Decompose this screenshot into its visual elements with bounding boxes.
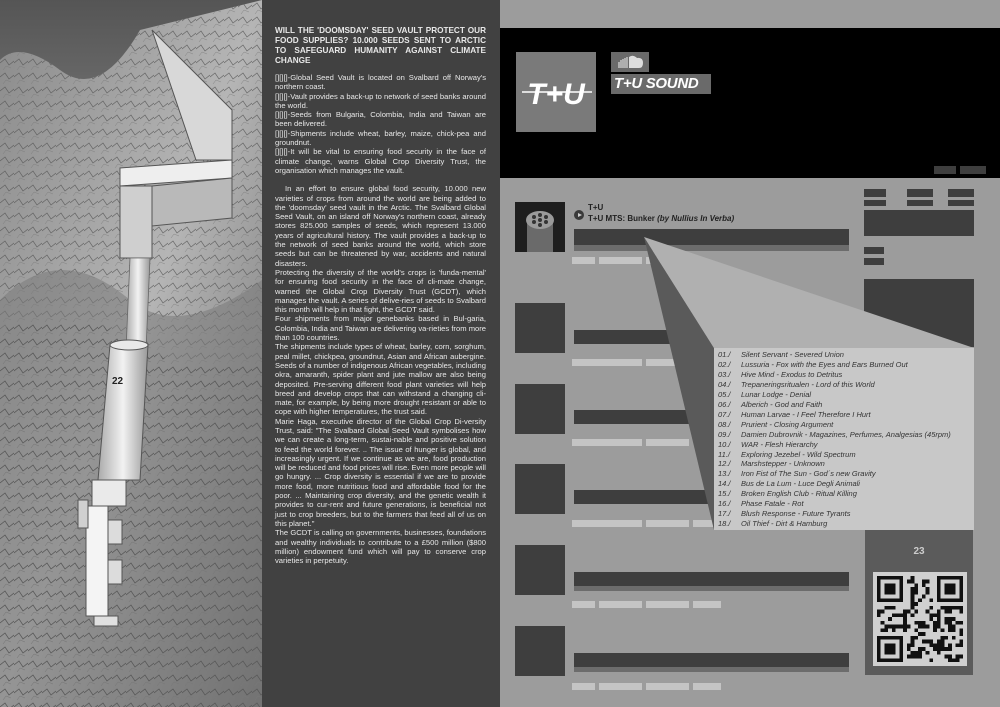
track-item[interactable]: 09./ Damien Dubrovnik - Magazines, Perfumes, Analgesias (45rpm): [718, 429, 951, 439]
track-item[interactable]: 15./ Broken English Club - Ritual Killing: [718, 489, 857, 499]
track-item[interactable]: 17./ Blush Response - Future Tyrants: [718, 509, 851, 519]
player-artist[interactable]: T+U: [588, 203, 604, 212]
article-paragraph: Marie Haga, executive director of the Global Crop Di-versity Trust, said: "The Svalbard Global Seed Vault symbolises how we can create a long-term, sustai-nable and positive solution to feed the world forever. .. The issue of hunger is global, and increasingly urgent. If we continue as we are, food production will be reduced and food prices will rise. Even more people will go hungry. ... Crop diversity is essential if we are to provide more food, more nutritious food and affordable food for the poor. ... Maintaining crop diversity, and the genetic wealth it provides to cur-rent and future generations, is beneficial not just to crop breeders, but to the farmers that feed all of us on this planet.": [275, 416, 486, 528]
track-item[interactable]: 16./ Phase Fatale - Rot: [718, 499, 804, 509]
track-item[interactable]: 10./ WAR - Flesh Hierarchy: [718, 439, 818, 449]
qr-code[interactable]: [873, 572, 967, 666]
bullet-list: [275, 73, 486, 175]
track-item[interactable]: 03./ Hive Mind - Exodus to Detritus: [718, 369, 843, 379]
vault-drawing: [0, 0, 262, 707]
page-number-right: 23: [913, 546, 925, 557]
track-item[interactable]: 02./ Lussuria - Fox with the Eyes and Ears Burned Out: [718, 359, 908, 369]
page-number-left: 22: [112, 376, 124, 387]
article-paragraph: The shipments include types of wheat, barley, corn, sorghum, peal millet, chickpea, groundnut, Asian and African aubergine. Seeds of a number of indigenous African vegetables, including okra, amaranth, spider plant and jute mallow are also being deposited. Pre-serving different food plant varieties will help breed and develop crops that can withstand a changing cli-mate, for example, by being more drought resistant or able to cope with higher temperatures, the trust said.: [275, 342, 486, 417]
track-item[interactable]: 04./ Trepaneringsritualen - Lord of this World: [718, 379, 875, 389]
track-item[interactable]: 13./ Iron Fist of The Sun - God´s new Gravity: [718, 469, 876, 479]
track-item[interactable]: 11./ Exploring Jezebel - Wild Spectrum: [718, 449, 856, 459]
bullet-item: [][][]-It will be vital to ensuring food security in the face of climate change, warns Global Crop Diversity Trust, the organisation which manages the vault.: [275, 147, 486, 175]
track-item[interactable]: 18./ Oil Thief - Dirt & Hamburg: [718, 519, 828, 529]
seed-vault-illustration: [0, 0, 262, 707]
track-item[interactable]: 01./ Silent Servant - Severed Union: [718, 350, 844, 359]
bullet-item: [][][]-Shipments include wheat, barley, maize, chick-pea and groundnut.: [275, 128, 486, 148]
article-paragraph: Four shipments from major genebanks based in Bul-garia, Colombia, India and Taiwan are delivering va-rieties from more than 100 countries.: [275, 314, 486, 343]
player-title-main: T+U MTS: Bunker: [588, 214, 658, 223]
tracklist: [714, 348, 974, 530]
track-item[interactable]: 07./ Human Larvae - I Feel Therefore I Hurt: [718, 409, 871, 419]
track-item[interactable]: 06./ Alberich - God and Faith: [718, 399, 823, 409]
article-headline: WILL THE 'DOOMSDAY' SEED VAULT PROTECT OUR FOOD SUPPLIES? 10.000 SEEDS SENT TO ARCTIC TO SAFEGUARD HUMANITY AGAINST CLIMATE CHANGE: [275, 26, 486, 65]
article-paragraph: In an effort to ensure global food security, 10.000 new varieties of crops from around the world are being added to the 'doomsday' seed vault in the Arctic. The Svalbard Global Seed Vault, on an island off Norway's northern coast, already stores 825.000 samples of seeds, which represent 13.000 years of agricultural history. The vault provides a back-up to the network of seed banks around the world, which store seeds but can be threatened by war, accidents and natural disasters.: [275, 184, 486, 268]
page-number-panel: [865, 530, 973, 675]
track-item[interactable]: 05./ Lunar Lodge - Denial: [718, 389, 812, 399]
bullet-item: [][][]-Global Seed Vault is located on Svalbard off Norway's northern coast.: [275, 73, 486, 92]
article-paragraph: Protecting the diversity of the world's crops is 'funda-mental' for ensuring food security in the face of cli-mate change, warned the Global Crop Diversity Trust (GCDT), which manages the vault. A series of delive-ries of seeds to Svalbard this month will help in that fight, the GCDT said.: [275, 267, 486, 315]
track-item[interactable]: 08./ Prurient - Closing Argument: [718, 419, 834, 429]
tu-sound-label[interactable]: T+U SOUND: [611, 74, 711, 94]
bullet-item: [][][]-Vault provides a back-up to network of seed banks around the world.: [275, 91, 486, 110]
player-title-credit: (by Nullius In Verba): [657, 214, 735, 223]
article-paragraph: The GCDT is calling on governments, businesses, foundations and wealthy individuals to contribute to a £500 million ($800 million) endowment fund which will pay to conserve crop varieties in perpetuity.: [275, 528, 486, 566]
article-column: [262, 0, 500, 707]
soundcloud-page: [500, 0, 1000, 707]
track-item[interactable]: 14./ Bus de La Lum - Luce Degli Animali: [718, 479, 860, 489]
bullet-item: [][][]-Seeds from Bulgaria, Colombia, India and Taiwan are been delivered.: [275, 110, 486, 129]
logo-text: T+U: [527, 78, 585, 111]
track-item[interactable]: 12./ Marshstepper - Unknown: [718, 459, 825, 469]
